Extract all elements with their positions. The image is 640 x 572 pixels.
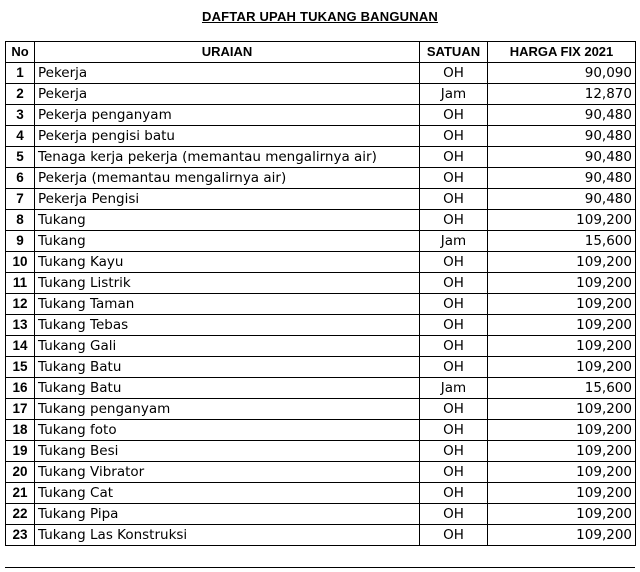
table-row [6, 84, 636, 105]
cell-harga: 109,200 [488, 399, 636, 420]
cell-uraian: Pekerja pengisi batu [35, 126, 420, 147]
cell-no: 13 [6, 315, 35, 336]
cell-satuan: OH [420, 504, 488, 525]
cell-satuan: OH [420, 273, 488, 294]
cell-uraian: Tukang Vibrator [35, 462, 420, 483]
cell-no: 17 [6, 399, 35, 420]
cell-no: 20 [6, 462, 35, 483]
cell-satuan: OH [420, 357, 488, 378]
cell-harga: 15,600 [488, 231, 636, 252]
cell-satuan: Jam [420, 378, 488, 399]
cell-harga: 90,480 [488, 126, 636, 147]
cell-satuan: OH [420, 210, 488, 231]
cell-no: 9 [6, 231, 35, 252]
cell-uraian: Tukang [35, 210, 420, 231]
cell-harga: 90,480 [488, 168, 636, 189]
cell-satuan: OH [420, 63, 488, 84]
cell-satuan: OH [420, 252, 488, 273]
cell-harga: 109,200 [488, 462, 636, 483]
cell-satuan: OH [420, 399, 488, 420]
cell-no: 16 [6, 378, 35, 399]
cell-satuan: OH [420, 462, 488, 483]
cell-harga: 90,480 [488, 105, 636, 126]
cell-harga: 109,200 [488, 420, 636, 441]
cell-harga: 90,090 [488, 63, 636, 84]
table-body [6, 63, 636, 546]
cell-harga: 15,600 [488, 378, 636, 399]
cell-no: 10 [6, 252, 35, 273]
table-row [6, 189, 636, 210]
header-no: No [6, 42, 35, 63]
table-row [6, 357, 636, 378]
table-continuation-edge [5, 567, 635, 572]
cell-uraian: Pekerja [35, 63, 420, 84]
table-row [6, 168, 636, 189]
cell-uraian: Tukang Tebas [35, 315, 420, 336]
cell-uraian: Tukang Batu [35, 378, 420, 399]
header-uraian: URAIAN [35, 42, 420, 63]
cell-satuan: OH [420, 336, 488, 357]
table-row [6, 147, 636, 168]
table-row [6, 231, 636, 252]
cell-satuan: OH [420, 525, 488, 546]
cell-uraian: Tukang [35, 231, 420, 252]
cell-no: 14 [6, 336, 35, 357]
cell-no: 23 [6, 525, 35, 546]
table-header-row [6, 42, 636, 63]
cell-harga: 109,200 [488, 315, 636, 336]
cell-uraian: Pekerja penganyam [35, 105, 420, 126]
cell-harga: 90,480 [488, 147, 636, 168]
table-row [6, 273, 636, 294]
page-title: DAFTAR UPAH TUKANG BANGUNAN [201, 9, 438, 24]
cell-no: 19 [6, 441, 35, 462]
table-row [6, 210, 636, 231]
cell-satuan: OH [420, 189, 488, 210]
cell-harga: 12,870 [488, 84, 636, 105]
cell-no: 2 [6, 84, 35, 105]
cell-satuan: OH [420, 168, 488, 189]
table-row [6, 336, 636, 357]
cell-uraian: Pekerja (memantau mengalirnya air) [35, 168, 420, 189]
cell-no: 8 [6, 210, 35, 231]
cell-no: 7 [6, 189, 35, 210]
cell-harga: 109,200 [488, 252, 636, 273]
header-harga: HARGA FIX 2021 [488, 42, 636, 63]
cell-harga: 109,200 [488, 483, 636, 504]
cell-uraian: Tukang Cat [35, 483, 420, 504]
cell-no: 3 [6, 105, 35, 126]
cell-harga: 109,200 [488, 294, 636, 315]
table-row [6, 252, 636, 273]
cell-satuan: Jam [420, 84, 488, 105]
cell-no: 22 [6, 504, 35, 525]
cell-no: 11 [6, 273, 35, 294]
table-row [6, 294, 636, 315]
cell-harga: 109,200 [488, 525, 636, 546]
cell-satuan: OH [420, 315, 488, 336]
cell-no: 5 [6, 147, 35, 168]
cell-uraian: Pekerja [35, 84, 420, 105]
cell-harga: 109,200 [488, 441, 636, 462]
table-row [6, 399, 636, 420]
cell-no: 15 [6, 357, 35, 378]
table-row [6, 504, 636, 525]
cell-harga: 109,200 [488, 210, 636, 231]
wage-table [5, 41, 636, 546]
table-row [6, 483, 636, 504]
cell-uraian: Tukang Besi [35, 441, 420, 462]
cell-no: 21 [6, 483, 35, 504]
cell-uraian: Tukang Gali [35, 336, 420, 357]
cell-satuan: OH [420, 294, 488, 315]
cell-uraian: Pekerja Pengisi [35, 189, 420, 210]
cell-uraian: Tukang Kayu [35, 252, 420, 273]
cell-harga: 109,200 [488, 504, 636, 525]
cell-satuan: OH [420, 441, 488, 462]
cell-no: 1 [6, 63, 35, 84]
cell-harga: 109,200 [488, 336, 636, 357]
cell-uraian: Tukang Listrik [35, 273, 420, 294]
cell-no: 6 [6, 168, 35, 189]
cell-satuan: OH [420, 147, 488, 168]
cell-satuan: OH [420, 483, 488, 504]
cell-satuan: OH [420, 420, 488, 441]
cell-no: 18 [6, 420, 35, 441]
cell-uraian: Tukang penganyam [35, 399, 420, 420]
table-row [6, 378, 636, 399]
cell-uraian: Tukang Taman [35, 294, 420, 315]
table-row [6, 420, 636, 441]
cell-satuan: OH [420, 105, 488, 126]
cell-no: 4 [6, 126, 35, 147]
header-satuan: SATUAN [420, 42, 488, 63]
table-row [6, 525, 636, 546]
table-row [6, 126, 636, 147]
table-row [6, 315, 636, 336]
cell-harga: 109,200 [488, 273, 636, 294]
cell-uraian: Tukang Las Konstruksi [35, 525, 420, 546]
cell-harga: 90,480 [488, 189, 636, 210]
cell-uraian: Tukang Pipa [35, 504, 420, 525]
cell-uraian: Tukang Batu [35, 357, 420, 378]
cell-uraian: Tenaga kerja pekerja (memantau mengalirnya air) [35, 147, 420, 168]
cell-harga: 109,200 [488, 357, 636, 378]
cell-satuan: OH [420, 126, 488, 147]
table-row [6, 441, 636, 462]
cell-no: 12 [6, 294, 35, 315]
table-row [6, 63, 636, 84]
cell-satuan: Jam [420, 231, 488, 252]
table-row [6, 105, 636, 126]
cell-uraian: Tukang foto [35, 420, 420, 441]
table-row [6, 462, 636, 483]
